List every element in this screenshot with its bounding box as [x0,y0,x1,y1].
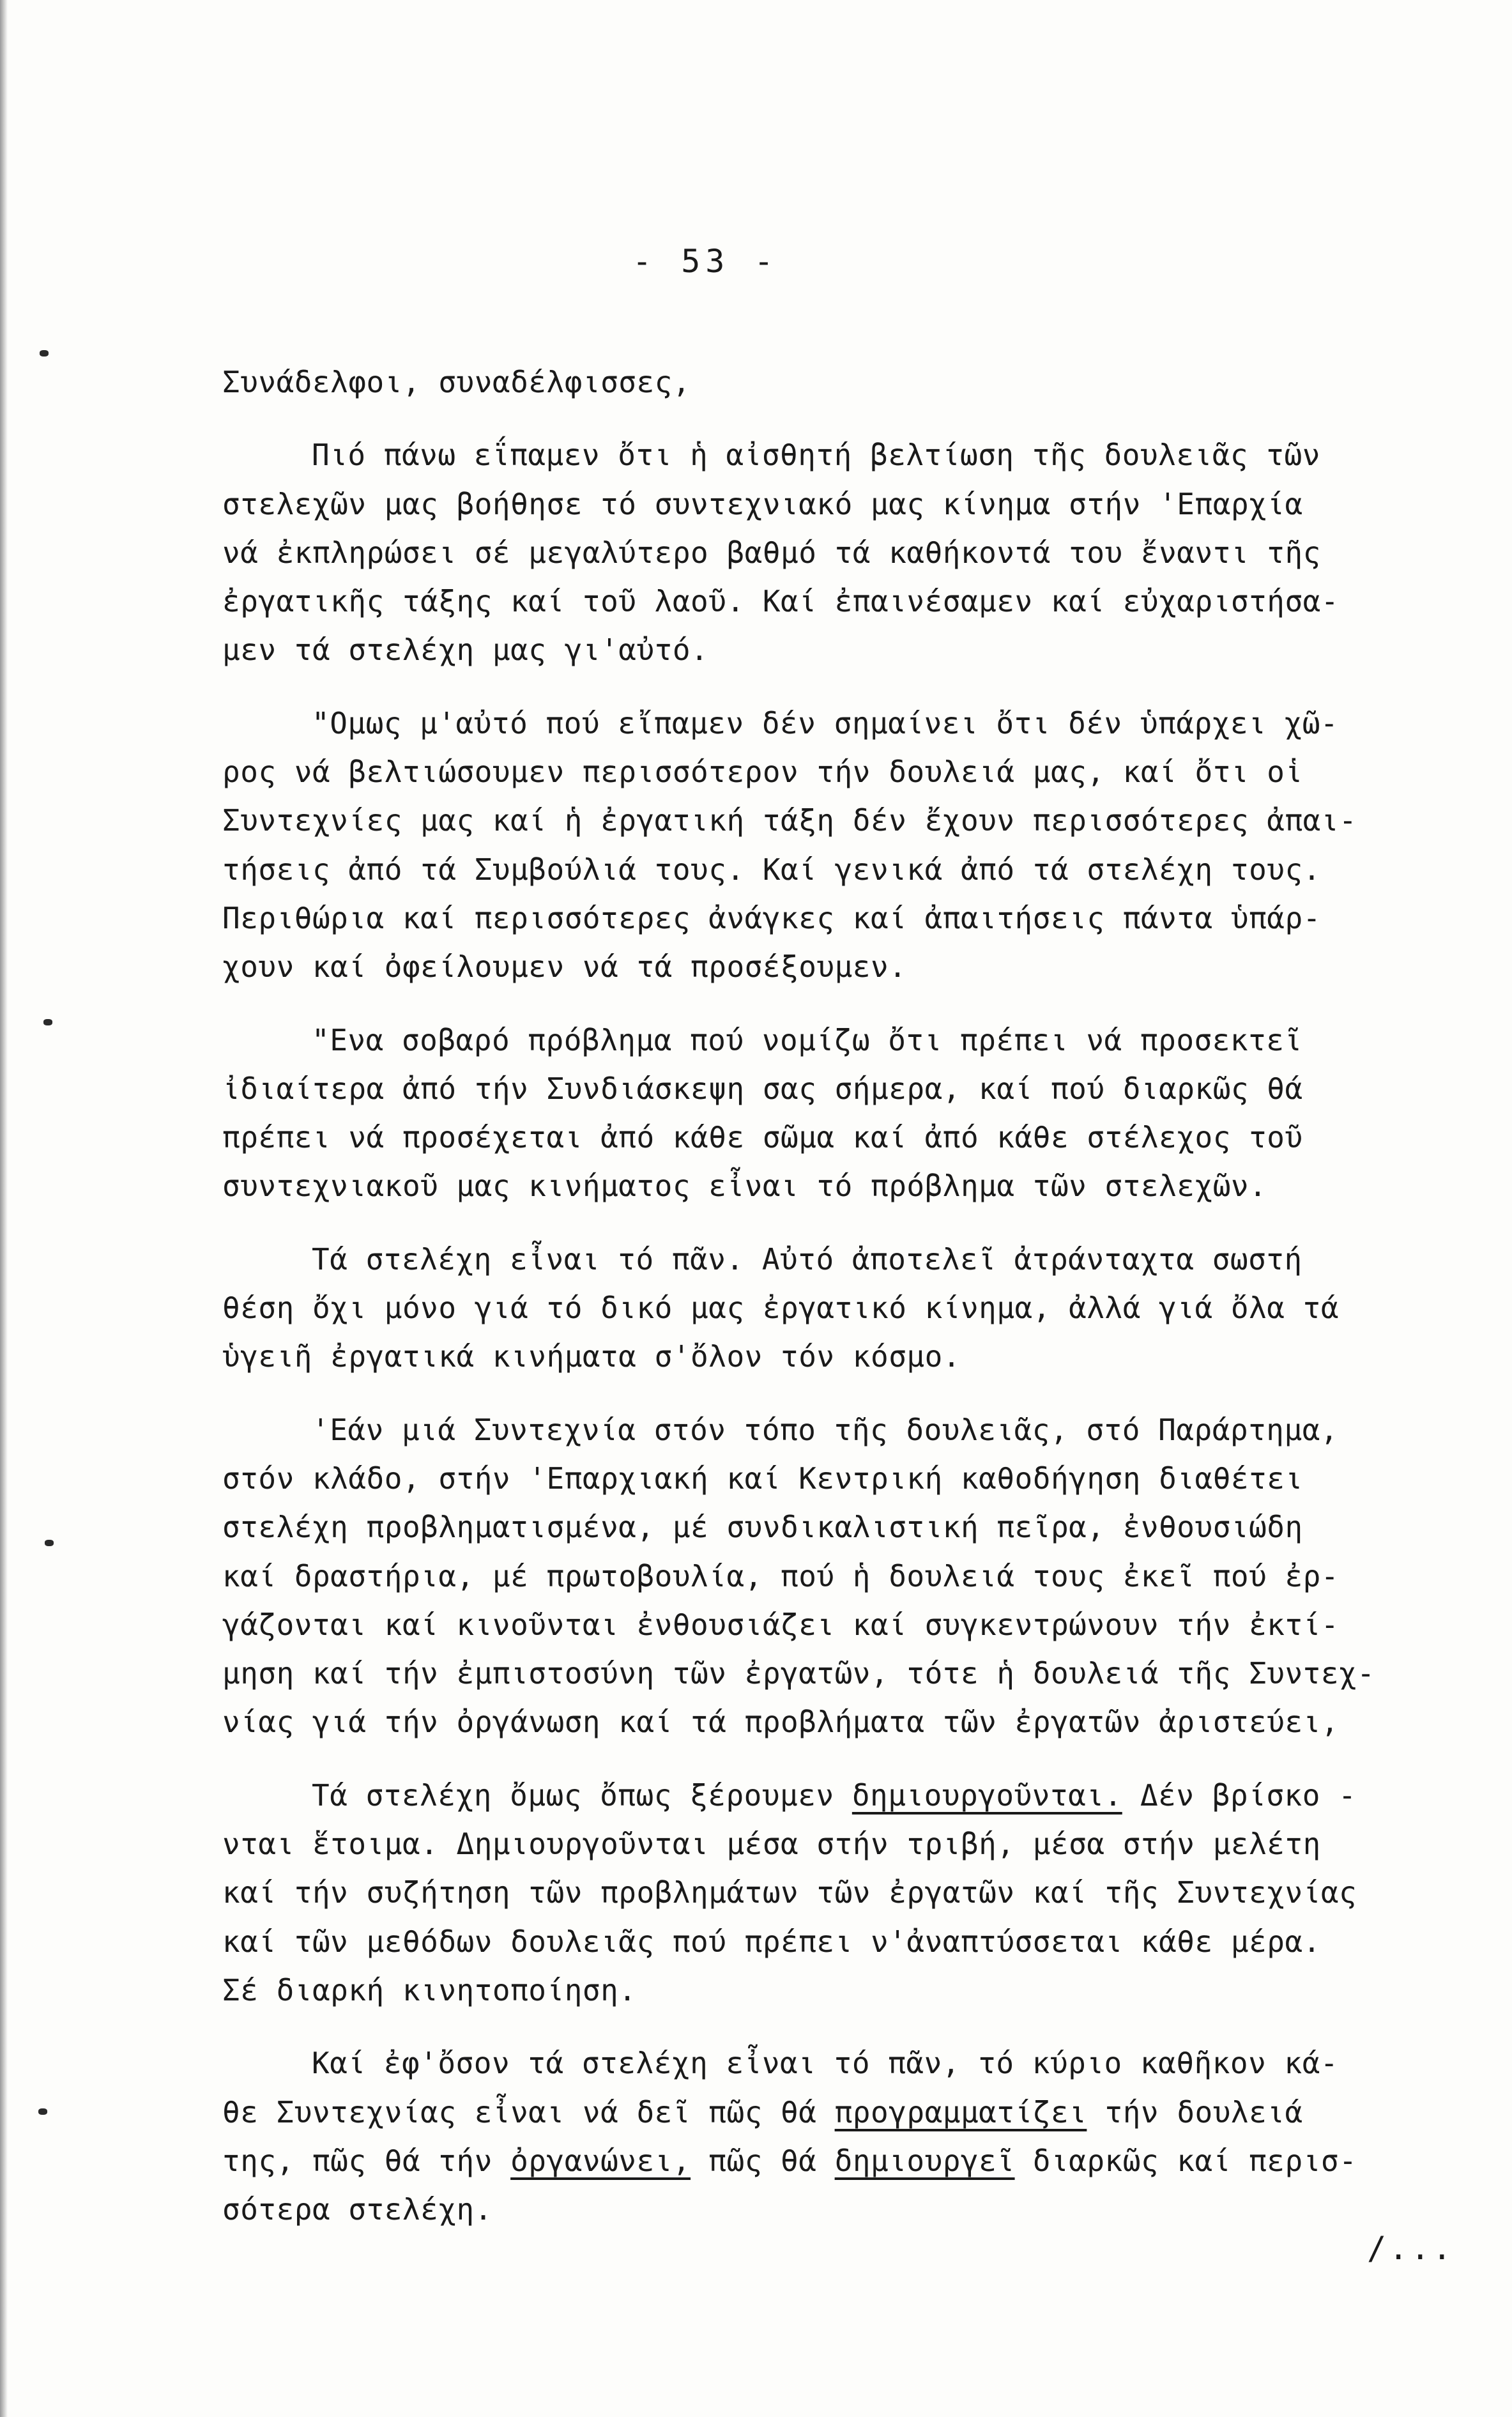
page-number: - 53 - [632,243,779,280]
paragraph-5-line: καί δραστήρια, μέ πρωτοβουλία, πού ἡ δουλειά τους ἐκεῖ πού ἐρ- [222,1558,1340,1593]
paragraph-6-line: Τά στελέχη ὄμως ὄπως ξέρουμεν δημιουργοῦνται. Δέν βρίσκο - [312,1777,1357,1813]
paragraph-2-line: χουν καί ὀφείλουμεν νά τά προσέξουμεν. [222,949,907,985]
scan-speck [40,350,49,357]
paragraph-1-line: στελεχῶν μας βοήθησε τό συντεχνιακό μας κίνημα στήν 'Επαρχία [222,486,1303,521]
salutation: Συνάδελφοι, συναδέλφισσες, [222,365,691,399]
paragraph-5-line: στόν κλάδο, στήν 'Επαρχιακή καί Κεντρική καθοδήγηση διαθέτει [222,1461,1303,1496]
paragraph-5-line: νίας γιά τήν ὀργάνωση καί τά προβλήματα τῶν ἐργατῶν ἀριστεύει, [222,1705,1340,1740]
paragraph-4-line: θέση ὄχι μόνο γιά τό δικό μας ἐργατικό κίνημα, ἀλλά γιά ὄλα τά [222,1291,1340,1326]
paragraph-2-line: Περιθώρια καί περισσότερες ἀνάγκες καί ἀπαιτήσεις πάντα ὑπάρ- [222,900,1321,935]
scan-speck [38,2108,47,2115]
continuation-marker: /... [1367,2230,1455,2267]
body-text [222,358,1474,2234]
binding-edge [0,0,8,2417]
underlined-word: ὀργανώνει, [510,2143,691,2178]
paragraph-5-line: γάζονται καί κινοῦνται ἐνθουσιάζει καί συγκεντρώνουν τήν ἐκτί- [222,1607,1340,1642]
paragraph-2-line: "Ομως μ'αὐτό πού εἴπαμεν δέν σημαίνει ὄτι δέν ὑπάρχει χῶ- [312,705,1339,740]
paragraph-7-line: της, πῶς θά τήν ὀργανώνει, πῶς θά δημιουργεῖ διαρκῶς καί περισ- [222,2143,1357,2178]
paragraph-3-line: "Ενα σοβαρό πρόβλημα πού νομίζω ὄτι πρέπει νά προσεκτεῖ [312,1022,1302,1057]
paragraph-2-line: τήσεις ἀπό τά Συμβούλιά τους. Καί γενικά ἀπό τά στελέχη τους. [222,852,1321,887]
paragraph-1-line: ἐργατικῆς τάξης καί τοῦ λαοῦ. Καί ἐπαινέσαμεν καί εὐχαριστήσα- [222,584,1340,619]
paragraph-1-line: Πιό πάνω εΐπαμεν ὄτι ἡ αἰσθητή βελτίωση τῆς δουλειᾶς τῶν [312,438,1320,473]
paragraph-6-line: καί τῶν μεθόδων δουλειᾶς πού πρέπει ν'ἀναπτύσσεται κάθε μέρα. [222,1924,1321,1959]
paragraph-7-line: Καί ἐφ'ὄσον τά στελέχη εἶναι τό πᾶν, τό κύριο καθῆκον κά- [312,2046,1339,2081]
paragraph-2-line: ρος νά βελτιώσουμεν περισσότερον τήν δουλειά μας, καί ὄτι οἱ [222,755,1303,790]
paragraph-6-line: Σέ διαρκή κινητοποίηση. [222,1972,637,2007]
scan-speck [45,1540,54,1546]
paragraph-3-line: πρέπει νά προσέχεται ἀπό κάθε σῶμα καί ἀπό κάθε στέλεχος τοῦ [222,1120,1303,1155]
paragraph-5-line: 'Εάν μιά Συντεχνία στόν τόπο τῆς δουλειᾶς, στό Παράρτημα, [312,1412,1339,1447]
paragraph-4-line: ὑγειῆ ἐργατικά κινήματα σ'ὄλον τόν κόσμο. [222,1339,961,1374]
paragraph-4-line: Τά στελέχη εἶναι τό πᾶν. Αὐτό ἀποτελεῖ ἀτράνταχτα σωστή [312,1241,1302,1277]
paragraph-6-line: νται ἕτοιμα. Δημιουργοῦνται μέσα στήν τριβή, μέσα στήν μελέτη [222,1827,1321,1862]
paragraph-7-line: σότερα στελέχη. [222,2192,493,2227]
paragraph-1-line: νά ἐκπληρώσει σέ μεγαλύτερο βαθμό τά καθήκοντά του ἔναντι τῆς [222,535,1321,570]
paragraph-1-line: μεν τά στελέχη μας γι'αὐτό. [222,633,709,668]
paragraph-7-line: θε Συντεχνίας εἶναι νά δεῖ πῶς θά προγραμματίζει τήν δουλειά [222,2094,1303,2129]
underlined-word: δημιουργεῖ [834,2143,1015,2178]
paragraph-5-line: στελέχη προβληματισμένα, μέ συνδικαλιστική πεῖρα, ἐνθουσιώδη [222,1510,1303,1545]
scan-speck [43,1019,52,1025]
paragraph-5-line: μηση καί τήν ἐμπιστοσύνη τῶν ἐργατῶν, τότε ἡ δουλειά τῆς Συντεχ- [222,1656,1375,1691]
paragraph-2-line: Συντεχνίες μας καί ἡ ἐργατική τάξη δέν ἔχουν περισσότερες ἀπαι- [222,803,1357,838]
paragraph-6-line: καί τήν συζήτηση τῶν προβλημάτων τῶν ἐργατῶν καί τῆς Συντεχνίας [222,1875,1357,1910]
underlined-word: προγραμματίζει [834,2094,1087,2129]
underlined-word: δημιουργοῦνται. [851,1777,1122,1813]
paragraph-3-line: συντεχνιακοῦ μας κινήματος εἶναι τό πρόβλημα τῶν στελεχῶν. [222,1169,1267,1204]
paragraph-3-line: ἰδιαίτερα ἀπό τήν Συνδιάσκεψη σας σήμερα, καί πού διαρκῶς θά [222,1071,1303,1106]
